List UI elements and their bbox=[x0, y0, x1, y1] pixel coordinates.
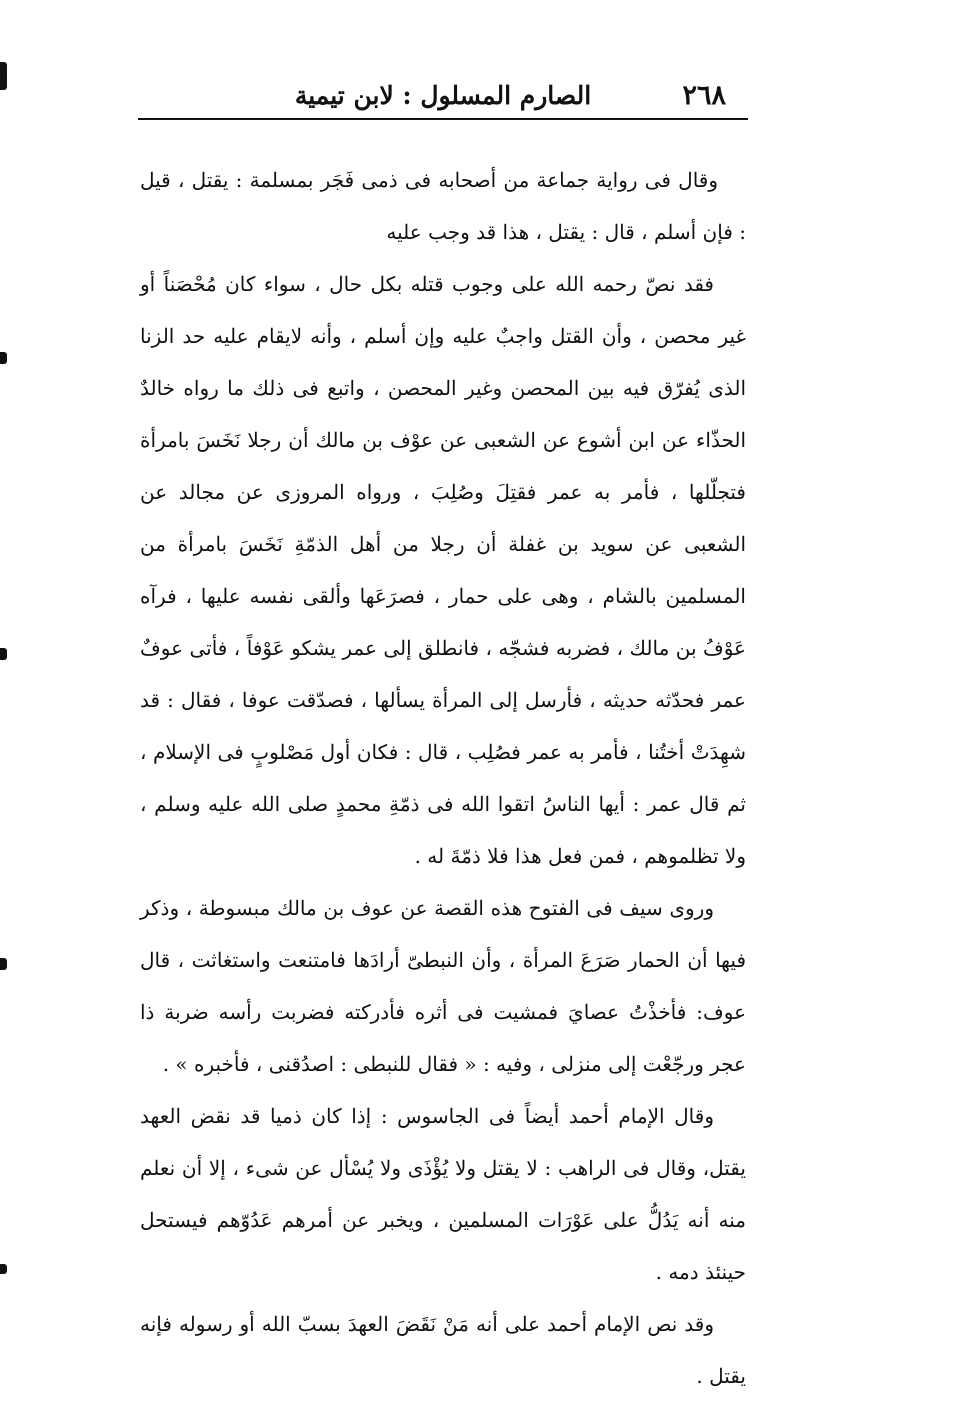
page-header bbox=[138, 76, 748, 120]
scan-edge-mark bbox=[0, 1264, 7, 1274]
running-title: الصارم المسلول : لابن تيمية bbox=[294, 81, 592, 110]
scan-edge-mark bbox=[0, 648, 7, 660]
scan-edge-mark bbox=[0, 958, 7, 970]
scan-edge-mark bbox=[0, 352, 7, 364]
paragraph: وروى سيف فى الفتوح هذه القصة عن عوف بن مالك مبسوطة ، وذكر فيها أن الحمار صَرَعَ المرأة ، وأن النبطىّ أرادَها فامتنعت واستغاثت ، قال عوف: فأخذْتُ عصايَ فمشيت فى أثره فأدركته فضربت رأسه ضربة ذا عجر ورجّعْت إلى منزلى ، وفيه : « فقال للنبطى : اصدُقنى ، فأخبره » . bbox=[140, 896, 746, 1076]
header-rule bbox=[138, 118, 748, 120]
paragraph: وقال الإمام أحمد أيضاً فى الجاسوس : إذا كان ذميا قد نقض العهد يقتل، وقال فى الراهب : لا يقتل ولا يُؤْذَى ولا يُسْأل عن شىء ، إلا أن نعلم منه أنه يَدُلُّ على عَوْرَات المسلمين ، ويخبر عن أمرهم عَدُوّهم فيستحل حينئذ دمه . bbox=[140, 1104, 746, 1284]
body-text bbox=[140, 154, 746, 1402]
scan-edge-mark bbox=[0, 62, 7, 90]
paragraph: وقد نص الإمام أحمد على أنه مَنْ نَقَضَ العهدَ بسبّ الله أو رسوله فإنه يقتل . bbox=[140, 1312, 746, 1388]
paragraph: وقال فى رواية جماعة من أصحابه فى ذمى فَجَر بمسلمة : يقتل ، قيل : فإن أسلم ، قال : يقتل ، هذا قد وجب عليه bbox=[140, 168, 746, 244]
page-number: ٢٦٨ bbox=[682, 80, 726, 111]
paragraph: فقد نصّ رحمه الله على وجوب قتله بكل حال ، سواء كان مُحْصَناً أو غير محصن ، وأن القتل واجبٌ عليه وإن أسلم ، وأنه لايقام عليه حد الزنا الذى يُفرّق فيه بين المحصن وغير المحصن ، واتبع فى ذلك ما رواه خالدٌ الحذّاء عن ابن أشوع عن الشعبى عن عوْف بن مالك أن رجلا نَخَسَ بامرأة فتجلّلها ، فأمر به عمر فقتِلَ وصُلِبَ ، ورواه المروزى عن مجالد عن الشعبى عن سويد بن غفلة أن رجلا من أهل الذمّةِ نَخَسَ بامرأة من المسلمين بالشام ، وهى على حمار ، فصرَعَها وألقى نفسه عليها ، فرآه عَوْفُ بن مالك ، فضربه فشجّه ، فانطلق إلى عمر يشكو عَوْفاً ، فأتى عوفٌ عمر فحدّثه حديثه ، فأرسل إلى المرأة يسألها ، فصدّقت عوفا ، فقال : قد شهِدَتْ أختُنا ، فأمر به عمر فصُلِب ، قال : فكان أول مَصْلوبٍ فى الإسلام ، ثم قال عمر : أيها الناسُ اتقوا الله فى ذمّةِ محمدٍ صلى الله عليه وسلم ، ولا تظلموهم ، فمن فعل هذا فلا ذمّةَ له . bbox=[140, 272, 746, 868]
